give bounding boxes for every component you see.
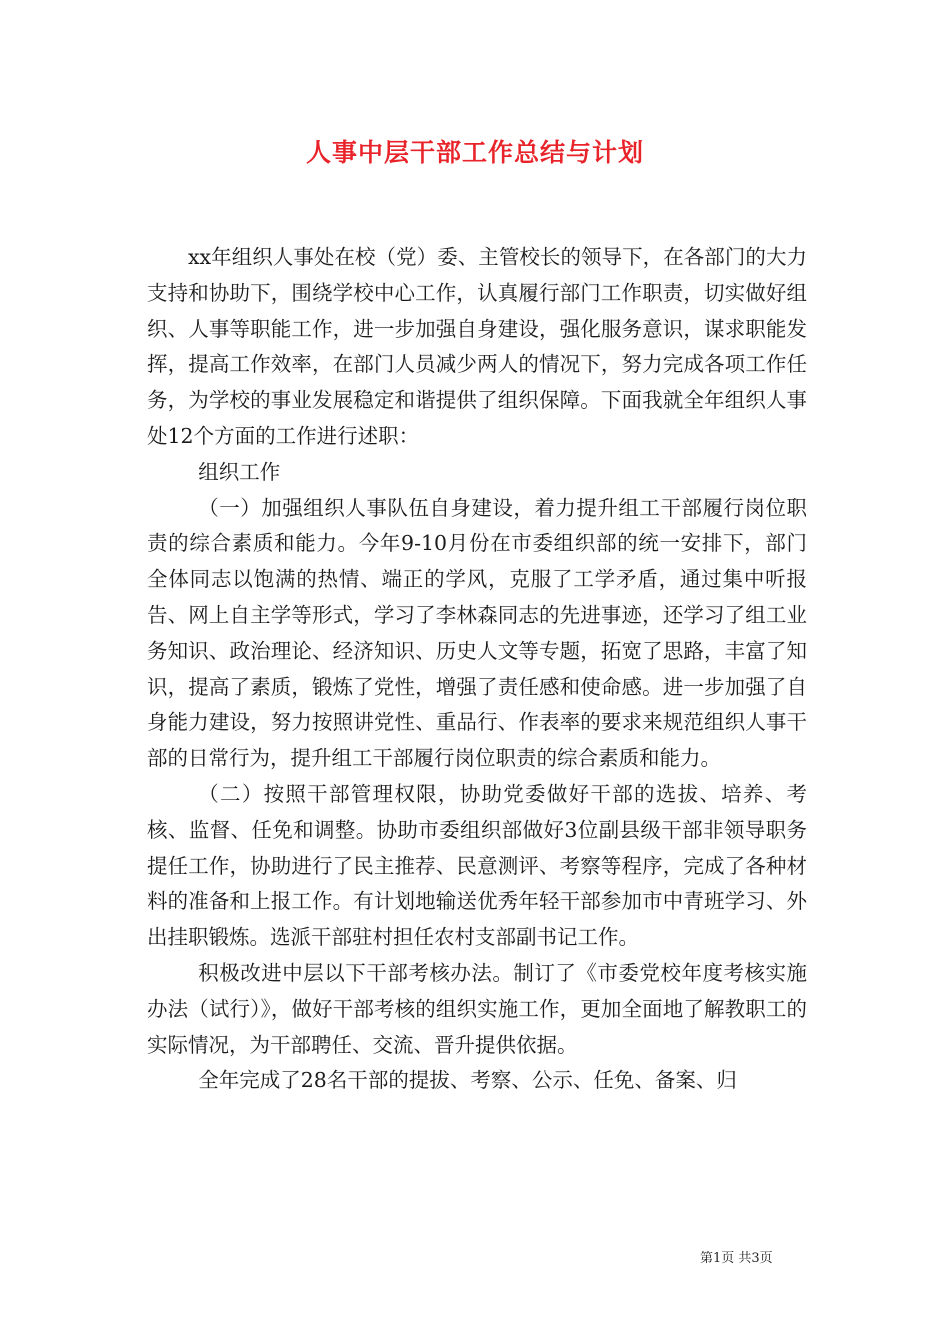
paragraph-item-2: （二）按照干部管理权限，协助党委做好干部的选拔、培养、考核、监督、任免和调整。协助市委组织部做好3位副县级干部非领导职务提任工作，协助进行了民主推荐、民意测评、考察等程序，完成了各种材料的准备和上报工作。有计划地输送优秀年轻干部参加市中青班学习、外出挂职锻炼。选派干部驻村担任农村支部副书记工作。 — [147, 781, 807, 950]
section-heading-organization: 组织工作 — [198, 459, 281, 484]
page-number-footer: 第1页 共3页 — [700, 1251, 773, 1266]
document-body — [147, 240, 807, 1099]
paragraph-item-1: （一）加强组织人事队伍自身建设，着力提升组工干部履行岗位职责的综合素质和能力。今年9-10月份在市委组织部的统一安排下，部门全体同志以饱满的热情、端正的学风，克服了工学矛盾，通过集中听报告、网上自主学等形式，学习了李林森同志的先进事迹，还学习了组工业务知识、政治理论、经济知识、历史人文等专题，拓宽了思路，丰富了知识，提高了素质，锻炼了党性，增强了责任感和使命感。进一步加强了自身能力建设，努力按照讲党性、重品行、作表率的要求来规范组织人事干部的日常行为，提升组工干部履行岗位职责的综合素质和能力。 — [147, 495, 807, 771]
paragraph-intro: xx年组织人事处在校（党）委、主管校长的领导下，在各部门的大力支持和协助下，围绕学校中心工作，认真履行部门工作职责，切实做好组织、人事等职能工作，进一步加强自身建设，强化服务意识，谋求职能发挥，提高工作效率，在部门人员减少两人的情况下，努力完成各项工作任务，为学校的事业发展稳定和谐提供了组织保障。下面我就全年组织人事处12个方面的工作进行述职： — [147, 245, 807, 448]
paragraph-cadre-summary: 全年完成了28名干部的提拔、考察、公示、任免、备案、归 — [198, 1068, 737, 1093]
paragraph-assessment: 积极改进中层以下干部考核办法。制订了《市委党校年度考核实施办法（试行）》，做好干部考核的组织实施工作，更加全面地了解教职工的实际情况，为干部聘任、交流、晋升提供依据。 — [147, 960, 807, 1057]
page-title: 人事中层干部工作总结与计划 — [305, 138, 644, 167]
